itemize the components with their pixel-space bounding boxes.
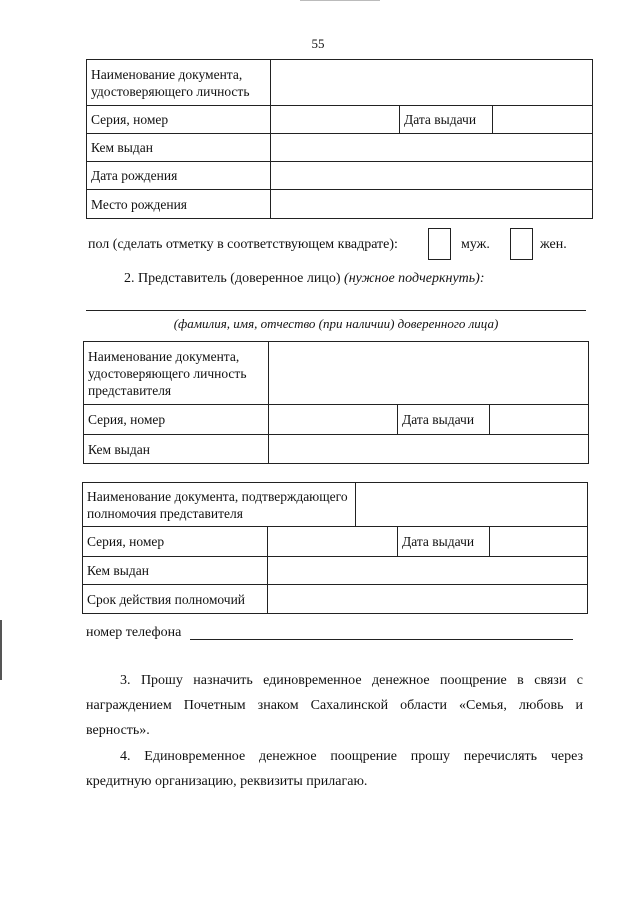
scan-top-line <box>300 0 380 1</box>
female-checkbox[interactable] <box>510 228 533 260</box>
authority-issue-date-field[interactable] <box>490 527 588 557</box>
scan-edge-mark <box>0 620 2 680</box>
series-number-label: Серия, номер <box>87 106 271 134</box>
rep-issued-by-label: Кем выдан <box>84 435 269 464</box>
paragraph-4: 4. Единовременное денежное поощрение прошу перечислять через кредитную организацию, реквизиты прилагаю. <box>86 749 583 789</box>
female-label: жен. <box>540 237 567 252</box>
person-document-table <box>86 59 593 219</box>
rep-series-number-label: Серия, номер <box>84 405 269 435</box>
issued-by-label: Кем выдан <box>87 134 271 162</box>
authority-validity-label: Срок действия полномочий <box>83 585 268 614</box>
rep-issue-date-field[interactable] <box>490 405 589 435</box>
rep-issue-date-label: Дата выдачи <box>398 405 490 435</box>
issued-by-field[interactable] <box>271 134 593 162</box>
authority-document-table <box>82 482 588 614</box>
authority-validity-field[interactable] <box>268 585 588 614</box>
sex-selection <box>88 230 588 262</box>
phone-field[interactable] <box>190 639 573 640</box>
issue-date-field[interactable] <box>493 106 593 134</box>
birth-place-field[interactable] <box>271 190 593 219</box>
birth-place-label: Место рождения <box>87 190 271 219</box>
representative-heading-text: 2. Представитель (доверенное лицо) <box>124 271 341 286</box>
authority-issued-by-field[interactable] <box>268 557 588 585</box>
rep-series-number-field[interactable] <box>269 405 398 435</box>
male-label: муж. <box>461 237 490 252</box>
authority-series-number-field[interactable] <box>268 527 398 557</box>
representative-heading-note: (нужное подчеркнуть): <box>344 271 485 286</box>
rep-issued-by-field[interactable] <box>269 435 589 464</box>
representative-name-caption: (фамилия, имя, отчество (при наличии) доверенного лица) <box>173 316 499 331</box>
series-number-field[interactable] <box>271 106 400 134</box>
paragraph-3: 3. Прошу назначить единовременное денежное поощрение в связи с награждением Почетным знаком Сахалинской области «Семья, любовь и верность». <box>86 673 583 738</box>
representative-heading <box>124 266 485 291</box>
representative-document-table <box>83 341 589 464</box>
authority-issued-by-label: Кем выдан <box>83 557 268 585</box>
birth-date-label: Дата рождения <box>87 162 271 190</box>
rep-doc-name-label: Наименование документа, удостоверяющего личность представителя <box>84 342 269 405</box>
rep-doc-name-field[interactable] <box>269 342 589 405</box>
male-checkbox[interactable] <box>428 228 451 260</box>
phone-label: номер телефона <box>86 625 182 640</box>
sex-prompt: пол (сделать отметку в соответствующем квадрате): <box>88 237 398 252</box>
authority-issue-date-label: Дата выдачи <box>398 527 490 557</box>
birth-date-field[interactable] <box>271 162 593 190</box>
page-number: 55 <box>311 36 325 51</box>
authority-doc-name-label: Наименование документа, подтверждающего полномочия представителя <box>83 483 356 527</box>
authority-doc-name-field[interactable] <box>356 483 588 527</box>
doc-name-label: Наименование документа, удостоверяющего личность <box>87 60 271 106</box>
representative-name-line[interactable] <box>86 310 586 311</box>
issue-date-label: Дата выдачи <box>400 106 493 134</box>
authority-series-number-label: Серия, номер <box>83 527 268 557</box>
doc-name-field[interactable] <box>271 60 593 106</box>
